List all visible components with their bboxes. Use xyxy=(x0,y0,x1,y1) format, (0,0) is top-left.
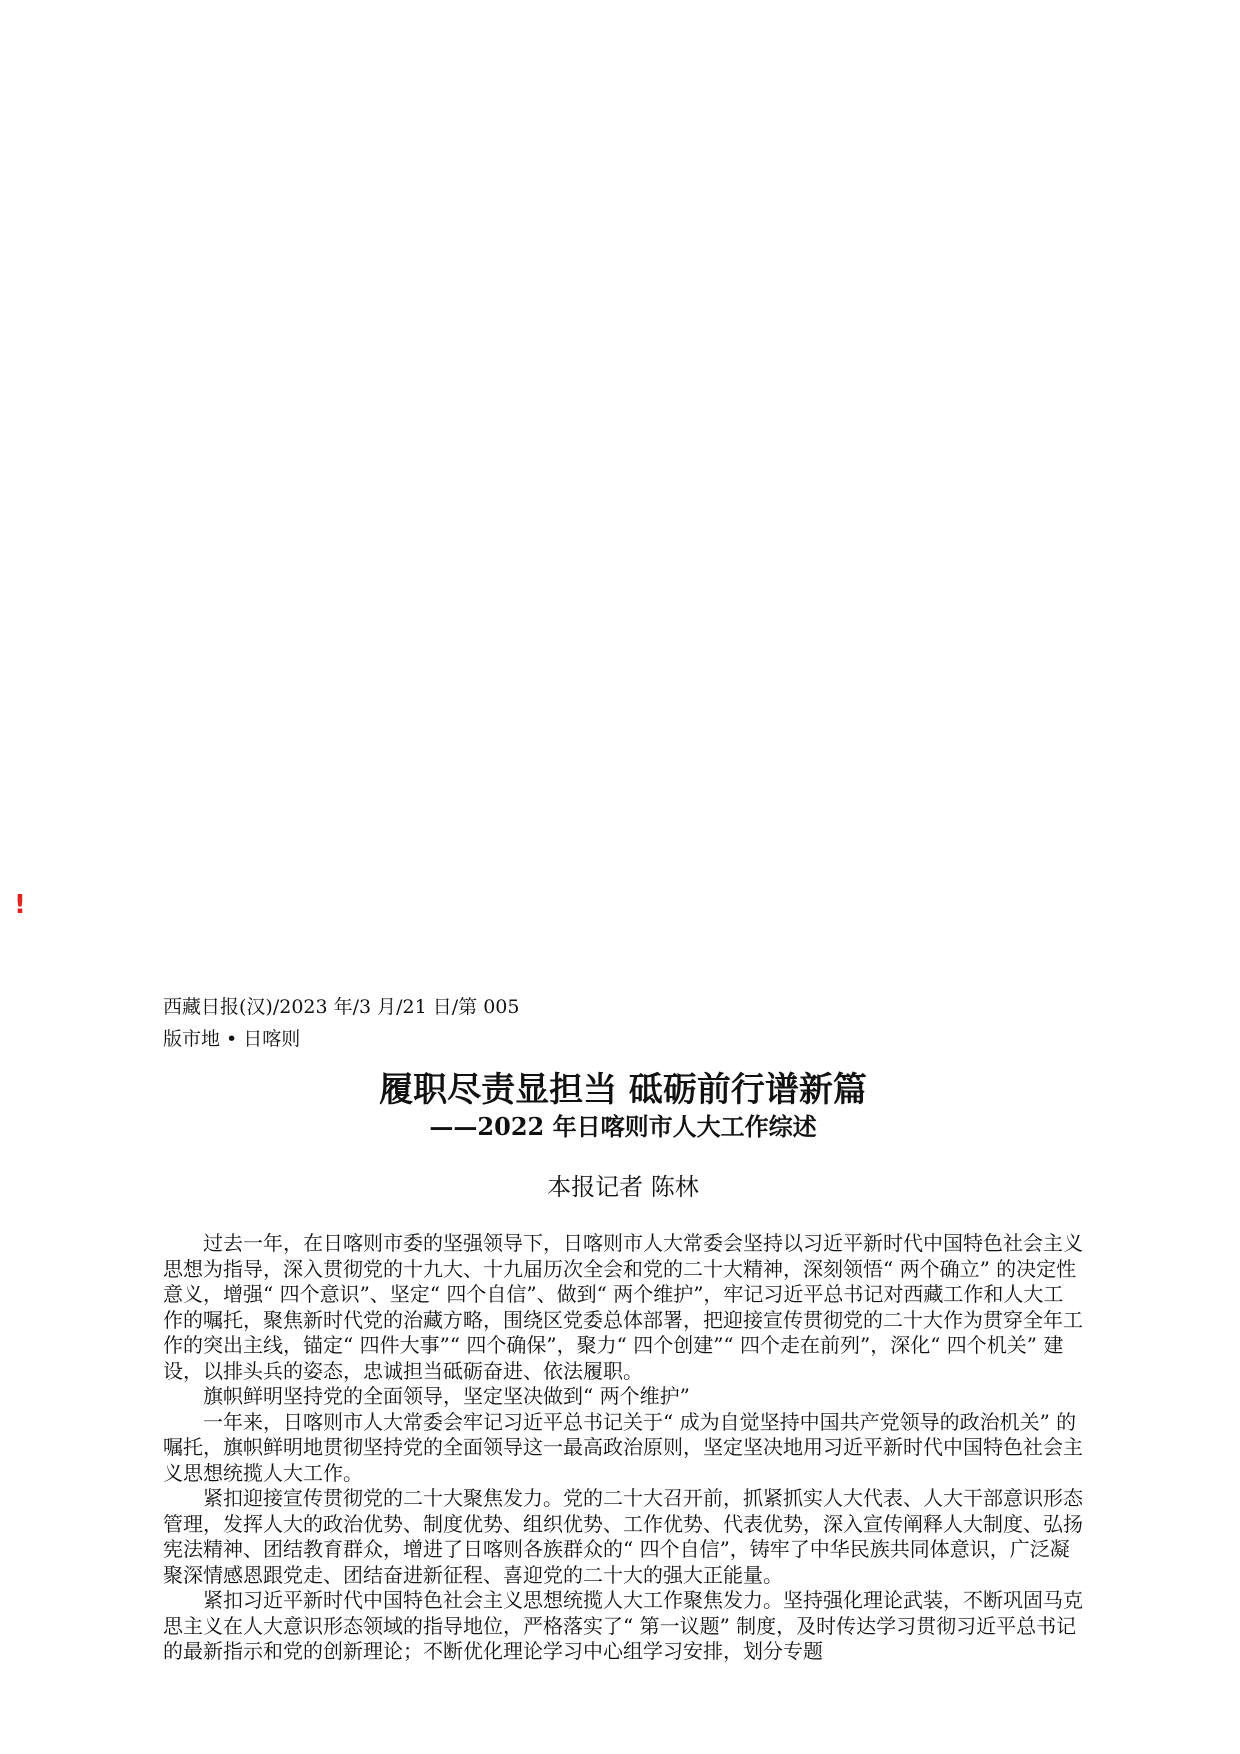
paragraph-congress-focus: 紧扣迎接宣传贯彻党的二十大聚焦发力。党的二十大召开前，抓紧抓实人大代表、人大干部意识形态管理，发挥人大的政治优势、制度优势、组织优势、工作优势、代表优势，深入宣传阐释人大制度、弘扬宪法精神、团结教育群众，增进了日喀则各族群众的“ 四个自信”，铸牢了中华民族共同体意识，广泛凝聚深情感恩跟党走、团结奋进新征程、喜迎党的二十大的强大正能量。 xyxy=(163,1486,1083,1587)
article-subtitle: ——2022 年日喀则市人大工作综述 xyxy=(429,1112,817,1141)
warning-exclamation-mark: ! xyxy=(14,890,26,920)
source-line: 西藏日报(汉)/2023 年/3 月/21 日/第 005 xyxy=(163,996,520,1018)
article-body xyxy=(163,1231,1083,1665)
paragraph-political-organ: 一年来，日喀则市人大常委会牢记习近平总书记关于“ 成为自觉坚持中国共产党领导的政治机关” 的嘱托，旗帜鲜明地贯彻坚持党的全面领导这一最高政治原则，坚定坚决地用习近平新时代中国特色社会主义思想统揽人大工作。 xyxy=(163,1409,1083,1485)
paragraph-intro: 过去一年，在日喀则市委的坚强领导下，日喀则市人大常委会坚持以习近平新时代中国特色社会主义思想为指导，深入贯彻党的十九大、十九届历次全会和党的二十大精神，深刻领悟“ 两个确立” 的决定性意义，增强“ 四个意识”、坚定“ 四个自信”、做到“ 两个维护”，牢记习近平总书记对西藏工作和人大工作的嘱托，聚焦新时代党的治藏方略，围绕区党委总体部署，把迎接宣传贯彻党的二十大作为贯穿全年工作的突出主线，锚定“ 四件大事”“ 四个确保”，聚力“ 四个创建”“ 四个走在前列”，深化“ 四个机关” 建设，以排头兵的姿态，忠诚担当砥砺奋进、依法履职。 xyxy=(163,1231,1083,1383)
article-page xyxy=(163,991,1083,1665)
article-byline: 本报记者 陈林 xyxy=(547,1173,699,1201)
section-line: 版市地 • 日喀则 xyxy=(163,1028,301,1050)
paragraph-section-heading: 旗帜鲜明坚持党的全面领导，坚定坚决做到“ 两个维护” xyxy=(203,1384,690,1408)
article-title: 履职尽责显担当 砥砺前行谱新篇 xyxy=(379,1070,867,1110)
paragraph-theory-study: 紧扣习近平新时代中国特色社会主义思想统揽人大工作聚焦发力。坚持强化理论武装，不断巩固马克思主义在人大意识形态领域的指导地位，严格落实了“ 第一议题” 制度，及时传达学习贯彻习近平总书记的最新指示和党的创新理论；不断优化理论学习中心组学习安排，划分专题 xyxy=(163,1588,1083,1663)
